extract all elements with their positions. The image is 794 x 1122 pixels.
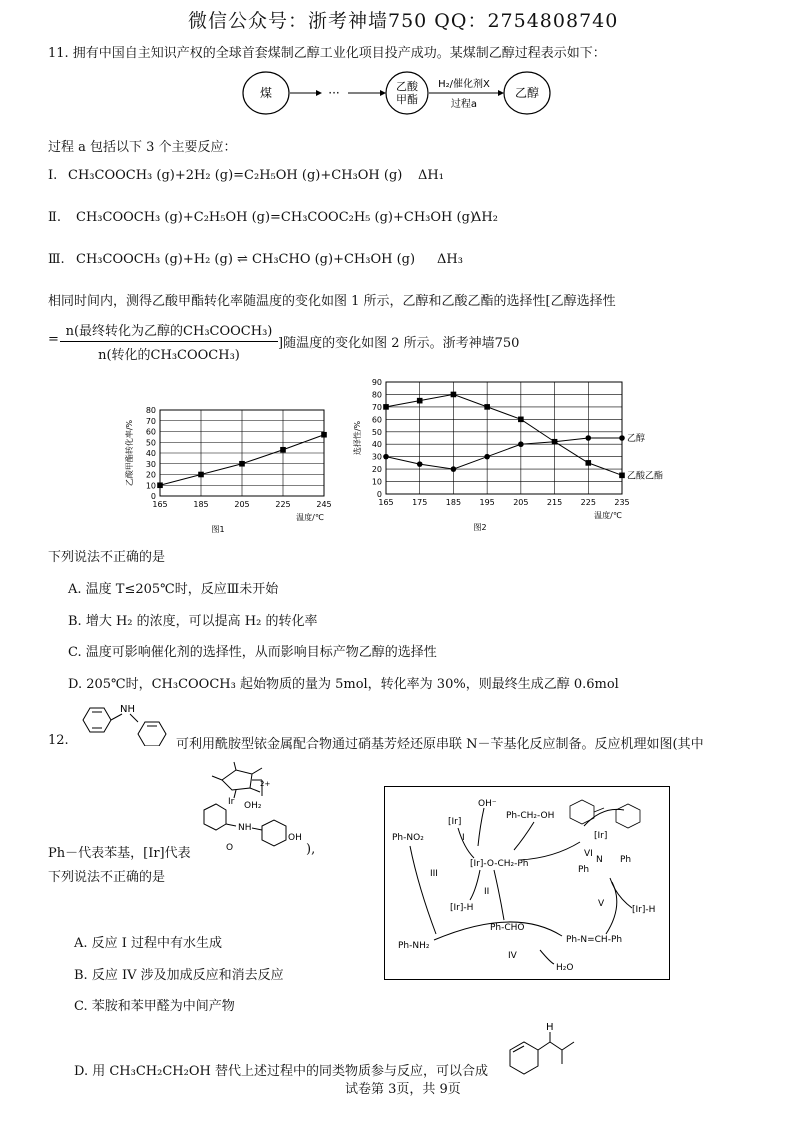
y-tick-label: 10 <box>371 477 382 487</box>
x-axis-label: 温度/℃ <box>296 513 324 522</box>
q11-option-c[interactable]: C. 温度可影响催化剂的选择性，从而影响目标产物乙醇的选择性 <box>68 645 437 660</box>
complex-nh: NH <box>238 823 252 833</box>
q12-option-b[interactable]: B. 反应 IV 涉及加成反应和消去反应 <box>74 968 284 983</box>
q11-option-a[interactable]: A. 温度 T≤205℃时，反应Ⅲ未开始 <box>68 582 279 597</box>
q12-option-c[interactable]: C. 苯胺和苯甲醛为中间产物 <box>74 999 235 1014</box>
y-axis-label: 乙酸甲酯转化率/% <box>125 419 134 487</box>
reaction-1-label: I. <box>48 168 58 183</box>
data-point <box>619 435 625 441</box>
frac-equals: = <box>48 332 59 347</box>
q12-stem: 可利用酰胺型铱金属配合物通过硝基芳烃还原串联 N－苄基化反应制备。反应机理如图(其中 <box>176 737 704 752</box>
data-point <box>518 417 524 423</box>
data-point <box>451 392 457 398</box>
flow-ester-1: 乙酸 <box>396 80 418 93</box>
x-tick-label: 165 <box>378 498 394 507</box>
frac-denominator: n(转化的CH₃COOCH₃) <box>98 348 240 363</box>
mech-r4: IV <box>508 951 517 961</box>
q12-number: 12. <box>48 733 69 748</box>
x-tick-label: 205 <box>513 498 529 507</box>
complex-ir: Ir <box>228 797 235 807</box>
frac-after: ]随温度的变化如图 2 所示。浙考神墙750 <box>278 336 520 351</box>
y-tick-label: 60 <box>145 427 156 437</box>
x-tick-label: 215 <box>546 498 563 507</box>
q11-option-d[interactable]: D. 205℃时，CH₃COOCH₃ 起始物质的量为 5mol，转化率为 30%，则最终生成乙醇 0.6mol <box>68 677 619 692</box>
y-tick-label: 70 <box>371 402 382 412</box>
mech-irh-left: [Ir]-H <box>450 903 474 913</box>
reaction-3-label: Ⅲ. <box>48 252 65 267</box>
mech-r6: VI <box>584 849 593 859</box>
y-tick-label: 0 <box>376 490 382 499</box>
q11-selectivity-para: 相同时间内，测得乙酸甲酯转化率随温度的变化如图 1 所示，乙醇和乙酸乙酯的选择性[乙醇选择性 <box>48 294 616 309</box>
data-point <box>417 398 423 404</box>
data-point <box>451 466 457 472</box>
mech-r5: V <box>598 899 605 909</box>
page-footer: 试卷第 3页，共 9页 <box>345 1082 461 1097</box>
mech-phnh2: Ph-NH₂ <box>398 941 430 951</box>
reaction-1-dh: ΔH₁ <box>418 168 444 183</box>
y-tick-label: 40 <box>145 449 156 458</box>
reaction-1-eq: CH₃COOCH₃ (g)+2H₂ (g)=C₂H₅OH (g)+CH₃OH (g) <box>68 168 403 183</box>
flow-ester-2: 甲酯 <box>396 93 418 106</box>
x-tick-label: 185 <box>193 500 209 509</box>
data-point <box>484 404 490 410</box>
data-point <box>484 454 490 460</box>
data-point <box>198 472 204 478</box>
mech-phch2oh: Ph-CH₂-OH <box>506 811 555 821</box>
y-tick-label: 50 <box>145 438 156 448</box>
y-tick-label: 20 <box>145 470 156 480</box>
reaction-3-dh: ΔH₃ <box>437 252 463 267</box>
data-point <box>552 439 558 445</box>
chart-caption: 图1 <box>211 525 225 534</box>
y-tick-label: 0 <box>150 492 156 501</box>
reaction-mechanism <box>384 786 670 980</box>
nh-label-top: NH <box>120 704 135 715</box>
y-tick-label: 10 <box>145 481 156 491</box>
q12-option-a[interactable]: A. 反应 I 过程中有水生成 <box>74 936 223 951</box>
x-tick-label: 195 <box>479 498 495 507</box>
watermark-header: 微信公众号：浙考神墙750 QQ：2754808740 <box>188 10 619 32</box>
q12-option-d[interactable]: D. 用 CH₃CH₂CH₂OH 替代上述过程中的同类物质参与反应，可以合成 <box>74 1064 488 1079</box>
frac-numerator: n(最终转化为乙醇的CH₃COOCH₃) <box>65 324 273 339</box>
q11-option-b[interactable]: B. 增大 H₂ 的浓度，可以提高 H₂ 的转化率 <box>68 614 318 629</box>
flow-arrow-bottom: 过程a <box>450 99 478 110</box>
q11-stem: 11. 拥有中国自主知识产权的全球首套煤制乙醇工业化项目投产成功。某煤制乙醇过程表示如下： <box>48 46 606 61</box>
mech-r3: III <box>430 869 438 879</box>
q11-intro: 过程 a 包括以下 3 个主要反应： <box>48 140 237 155</box>
mech-r1: I <box>462 833 465 843</box>
y-tick-label: 80 <box>145 406 156 415</box>
y-axis-label: 选择性/% <box>353 420 362 456</box>
flow-ethanol: 乙醇 <box>514 86 540 100</box>
mech-irh-right: [Ir]-H <box>632 905 656 915</box>
mech-h2o: H₂O <box>556 963 574 973</box>
mech-phcho: Ph-CHO <box>490 923 525 933</box>
series-label: 乙酸乙酯 <box>627 471 664 482</box>
x-tick-label: 225 <box>275 500 291 509</box>
mech-ir-top: [Ir] <box>448 817 462 827</box>
series-label: 乙醇 <box>627 434 646 444</box>
complex-o: O <box>226 843 234 853</box>
complex-oh2: OH₂ <box>244 801 262 811</box>
n-benzylaniline-structure <box>70 700 176 746</box>
mech-oh: OH⁻ <box>478 799 497 809</box>
mech-imine: Ph-N=CH-Ph <box>566 935 623 945</box>
x-tick-label: 165 <box>152 500 168 509</box>
y-tick-label: 20 <box>371 465 382 475</box>
chart-fig1 <box>110 374 350 540</box>
mech-ph-right: Ph <box>620 855 632 865</box>
data-point <box>157 482 163 488</box>
y-tick-label: 60 <box>371 415 382 425</box>
data-point <box>585 435 591 441</box>
y-tick-label: 30 <box>145 459 156 469</box>
target-product-structure <box>500 1016 590 1078</box>
x-tick-label: 235 <box>614 498 630 507</box>
mech-ph-left: Ph <box>578 865 590 875</box>
x-axis-label: 温度/℃ <box>594 511 622 520</box>
mech-r2: II <box>484 887 490 897</box>
mech-n-mid: N <box>596 855 603 865</box>
mech-ir-mid: [Ir] <box>594 831 608 841</box>
data-point <box>585 460 591 466</box>
q12-line2a: Ph－代表苯基，[Ir]代表 <box>48 846 191 861</box>
reaction-2-dh: ΔH₂ <box>472 210 498 225</box>
x-tick-label: 245 <box>316 500 332 509</box>
target-nh-h: H <box>546 1022 554 1033</box>
data-point <box>383 404 389 410</box>
flow-dots: ··· <box>328 86 340 100</box>
reaction-2-eq: CH₃COOCH₃ (g)+C₂H₅OH (g)=CH₃COOC₂H₅ (g)+CH₃OH (g) <box>76 210 475 225</box>
flow-coal: 煤 <box>259 86 273 100</box>
data-point <box>383 454 389 460</box>
q12-line2b: ), <box>306 842 316 857</box>
chart-caption: 图2 <box>473 523 487 532</box>
frac-bar <box>60 341 278 342</box>
data-point <box>239 461 245 467</box>
x-tick-label: 185 <box>445 498 462 507</box>
data-point <box>619 473 625 479</box>
y-tick-label: 50 <box>371 427 382 437</box>
chart-fig2 <box>348 372 678 540</box>
y-tick-label: 70 <box>145 416 156 426</box>
complex-oh: OH <box>288 833 302 843</box>
x-tick-label: 175 <box>412 498 428 507</box>
selectivity-fraction <box>60 320 278 363</box>
reaction-3-eq: CH₃COOCH₃ (g)+H₂ (g) ⇌ CH₃CHO (g)+CH₃OH (g) <box>76 252 416 267</box>
y-tick-label: 90 <box>371 378 382 387</box>
x-tick-label: 225 <box>580 498 596 507</box>
complex-charge: 2+ <box>260 780 271 788</box>
y-tick-label: 30 <box>371 452 382 462</box>
y-tick-label: 40 <box>371 440 382 450</box>
data-point <box>518 441 524 447</box>
q12-question: 下列说法不正确的是 <box>48 870 166 885</box>
ir-complex-structure <box>190 760 320 860</box>
x-tick-label: 205 <box>234 500 250 509</box>
data-point <box>280 447 286 453</box>
y-tick-label: 80 <box>371 390 382 400</box>
coal-to-ethanol-flow <box>230 66 570 124</box>
q11-question: 下列说法不正确的是 <box>48 550 166 565</box>
mech-phno2: Ph-NO₂ <box>392 833 424 843</box>
mech-irch2ph: [Ir]-O-CH₂-Ph <box>470 859 529 869</box>
reaction-2-label: Ⅱ. <box>48 210 61 225</box>
flow-arrow-top: H₂/催化剂X <box>438 79 490 90</box>
data-point <box>321 432 327 438</box>
data-point <box>417 461 423 467</box>
